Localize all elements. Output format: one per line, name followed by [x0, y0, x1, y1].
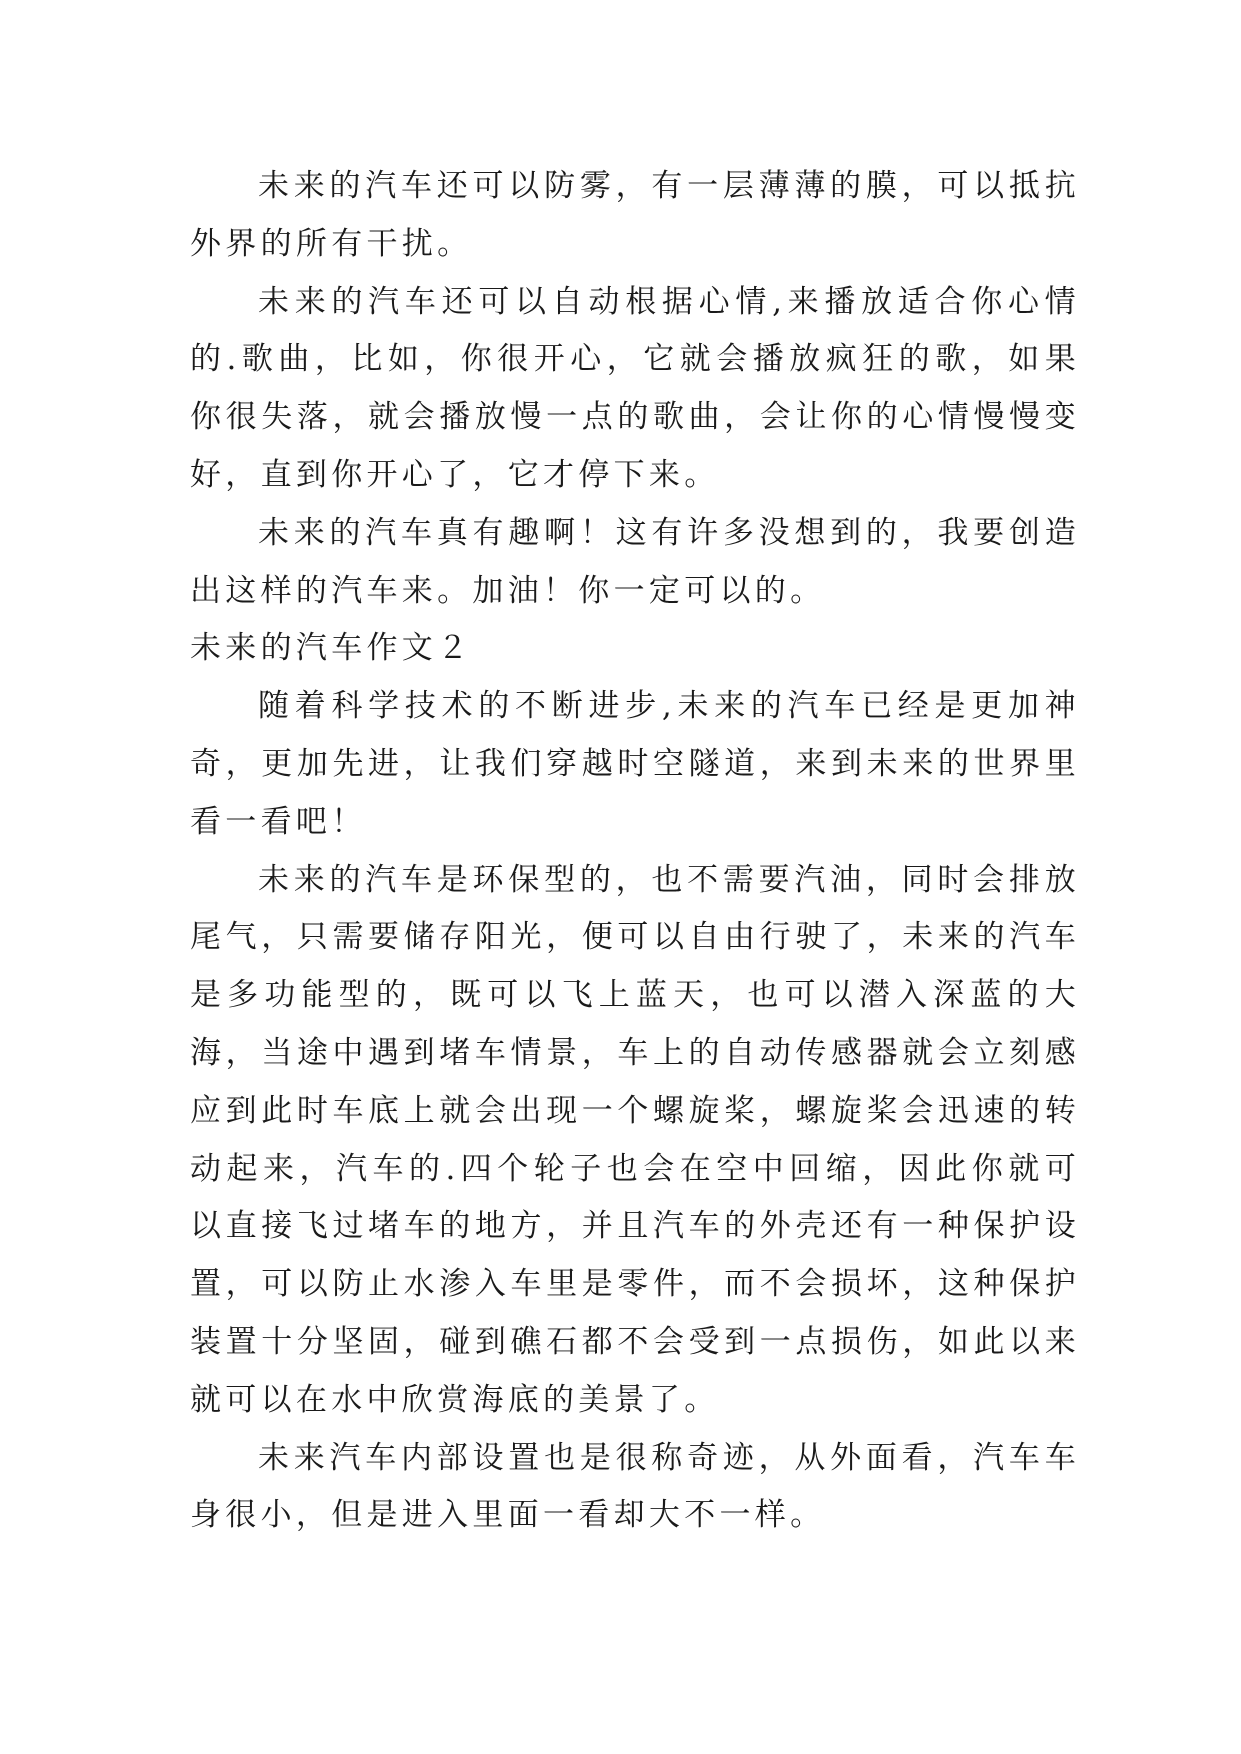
paragraph-mood-music: 未来的汽车还可以自动根据心情,来播放适合你心情的.歌曲，比如，你很开心，它就会播放疯狂的歌，如果你很失落，就会播放慢一点的歌曲，会让你的心情慢慢变好，直到你开心了，它才停下来。 — [190, 283, 1080, 493]
paragraph-conclusion: 未来的汽车真有趣啊！这有许多没想到的，我要创造出这样的汽车来。加油！你一定可以的。 — [190, 514, 1080, 609]
paragraph-eco-multifunction: 未来的汽车是环保型的，也不需要汽油，同时会排放尾气，只需要储存阳光，便可以自由行驶了，未来的汽车是多功能型的，既可以飞上蓝天，也可以潜入深蓝的大海，当途中遇到堵车情景，车上的自动传感器就会立刻感应到此时车底上就会出现一个螺旋桨，螺旋桨会迅速的转动起来，汽车的.四个轮子也会在空中回缩，因此你就可以直接飞过堵车的地方，并且汽车的外壳还有一种保护设置，可以防止水渗入车里是零件，而不会损坏，这种保护装置十分坚固，碰到礁石都不会受到一点损伤，如此以来就可以在水中欣赏海底的美景了。 — [190, 861, 1080, 1418]
document-page — [190, 158, 1080, 1545]
paragraph-interior: 未来汽车内部设置也是很称奇迹，从外面看，汽车车身很小，但是进入里面一看却大不一样。 — [190, 1439, 1080, 1534]
section-title: 未来的汽车作文２ — [190, 630, 473, 667]
paragraph-anti-fog: 未来的汽车还可以防雾，有一层薄薄的膜，可以抵抗外界的所有干扰。 — [190, 168, 1080, 262]
paragraph-intro: 随着科学技术的不断进步,未来的汽车已经是更加神奇，更加先进，让我们穿越时空隧道，来到未来的世界里看一看吧！ — [190, 688, 1080, 840]
